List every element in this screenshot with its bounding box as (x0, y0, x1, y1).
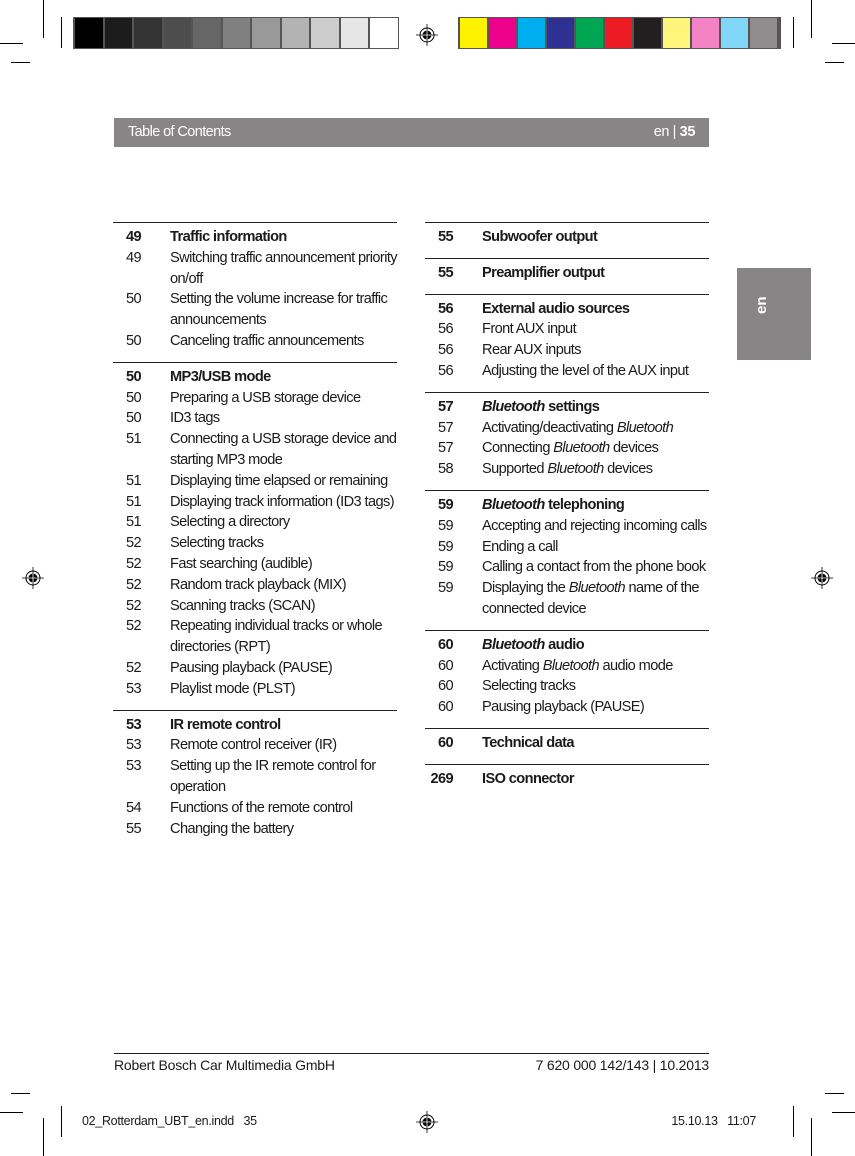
crop-mark (832, 43, 855, 44)
toc-page-number: 51 (125, 431, 141, 448)
toc-title-italic: Bluetooth (482, 496, 545, 513)
toc-page-number: 57 (437, 419, 453, 436)
toc-page-number: 52 (125, 597, 141, 614)
toc-title-italic: Bluetooth (553, 440, 610, 457)
toc-entry[interactable] (425, 340, 709, 361)
toc-section-heading[interactable] (425, 397, 709, 418)
toc-title-text: Activating (482, 657, 543, 674)
toc-page-number: 60 (437, 734, 453, 751)
toc-title (170, 429, 397, 471)
toc-title (482, 263, 709, 284)
crop-mark (0, 43, 23, 44)
toc-entry[interactable] (425, 557, 709, 578)
color-swatch (489, 18, 516, 48)
toc-entry[interactable] (113, 331, 397, 352)
color-swatch (663, 18, 690, 48)
crop-mark (43, 0, 44, 38)
toc-page-number: 52 (125, 659, 141, 676)
toc-section (113, 362, 397, 700)
color-swatch (518, 18, 545, 48)
toc-entry[interactable] (113, 429, 397, 471)
toc-title-text: telephoning (544, 496, 625, 513)
toc-title (482, 697, 709, 718)
toc-entry[interactable] (113, 658, 397, 679)
color-swatch (164, 18, 192, 48)
toc-entry[interactable] (113, 471, 397, 492)
color-swatch (193, 18, 221, 48)
toc-title (170, 819, 397, 840)
toc-title (170, 533, 397, 554)
toc-title-text: Canceling traffic announcements (170, 332, 364, 349)
page-number: 35 (679, 124, 695, 140)
color-swatch (341, 18, 369, 48)
footer-divider (114, 1053, 709, 1054)
toc-entry[interactable] (113, 388, 397, 409)
toc-entry[interactable] (113, 408, 397, 429)
toc-page-number: 57 (437, 398, 453, 415)
toc-page-number: 50 (125, 291, 141, 308)
header-title: Table of Contents (128, 124, 231, 140)
crop-mark (832, 1112, 855, 1113)
toc-page-number: 59 (437, 517, 453, 534)
slug-file: 02_Rotterdam_UBT_en.indd 35 (82, 1114, 257, 1128)
toc-page-number: 60 (437, 657, 453, 674)
toc-title-italic: Bluetooth (568, 580, 626, 597)
toc-page-number: 56 (437, 342, 453, 359)
toc-title (482, 635, 709, 656)
toc-title-text: Connecting a USB storage device and starting MP3 mode (170, 431, 397, 468)
registration-mark-icon (22, 567, 44, 589)
toc-page-number: 55 (437, 229, 453, 245)
toc-page-number: 49 (125, 229, 141, 245)
color-swatch (223, 18, 251, 48)
toc-title-text: devices (609, 440, 659, 457)
toc-section (425, 392, 709, 480)
toc-page-number: 52 (125, 555, 141, 572)
toc-title-text: Rear AUX inputs (482, 342, 581, 359)
toc-title (170, 388, 397, 409)
registration-mark-icon (416, 24, 438, 46)
toc-page-number: 49 (125, 249, 141, 266)
toc-title (170, 367, 397, 388)
toc-title (170, 679, 397, 700)
toc-title (482, 459, 709, 480)
crop-mark (811, 1118, 812, 1156)
toc-title (482, 578, 709, 620)
toc-section-heading[interactable] (425, 299, 709, 320)
toc-title (170, 248, 397, 290)
color-swatch (370, 18, 398, 48)
toc-title-text: Ending a call (482, 538, 558, 555)
toc-title (482, 340, 709, 361)
toc-entry[interactable] (113, 248, 397, 290)
toc-page-number: 55 (125, 820, 141, 837)
toc-title (170, 289, 397, 331)
toc-entry[interactable] (425, 438, 709, 459)
toc-entry[interactable] (113, 735, 397, 756)
color-swatch (134, 18, 162, 48)
toc-title-text: Selecting a directory (170, 514, 290, 531)
crop-mark (825, 1093, 844, 1094)
crop-mark (11, 62, 30, 63)
toc-page-number: 52 (125, 535, 141, 552)
toc-page-number: 59 (437, 559, 453, 576)
toc-page-number: 53 (125, 716, 141, 733)
toc-entry[interactable] (425, 656, 709, 677)
toc-title-text: devices (603, 461, 653, 478)
toc-entry[interactable] (425, 418, 709, 439)
toc-entry[interactable] (113, 492, 397, 513)
toc-entry[interactable] (113, 554, 397, 575)
toc-entry[interactable] (113, 575, 397, 596)
toc-title (482, 557, 709, 578)
color-swatch (547, 18, 574, 48)
toc-title-text: Displaying the (482, 580, 569, 597)
toc-page-number: 58 (437, 461, 453, 478)
toc-section-heading[interactable] (113, 715, 397, 736)
toc-title (170, 616, 397, 658)
toc-section-heading[interactable] (425, 635, 709, 656)
toc-title (170, 471, 397, 492)
toc-title-text: Technical data (482, 734, 574, 751)
toc-title-text: Functions of the remote control (170, 799, 353, 816)
toc-entry[interactable] (425, 537, 709, 558)
toc-title-text: settings (544, 398, 600, 415)
toc-title (170, 798, 397, 819)
toc-title (482, 537, 709, 558)
toc-title-text: Random track playback (MIX) (170, 576, 347, 593)
toc-page-number: 56 (437, 321, 453, 338)
toc-entry[interactable] (425, 516, 709, 537)
toc-title-text: Remote control receiver (IR) (170, 737, 337, 754)
toc-section-heading[interactable] (425, 733, 709, 754)
toc-title (482, 319, 709, 340)
toc-title-text: Accepting and rejecting incoming calls (482, 517, 707, 534)
toc-title-text: Traffic information (170, 229, 287, 245)
toc-page-number: 60 (437, 678, 453, 695)
toc-title-text: Displaying time elapsed or remaining (170, 472, 388, 489)
crop-mark (793, 17, 794, 48)
toc-title-text: Switching traffic announcement priority on/off (170, 249, 397, 287)
toc-left-column (113, 222, 397, 849)
toc-page-number: 50 (125, 332, 141, 349)
toc-title (482, 299, 709, 320)
toc-page-number: 52 (125, 618, 141, 635)
toc-page-number: 59 (437, 496, 453, 513)
toc-title (482, 397, 709, 418)
toc-page-number: 52 (125, 576, 141, 593)
language-tab (737, 268, 811, 360)
toc-section-heading[interactable] (425, 769, 709, 790)
toc-title-text: Pausing playback (PAUSE) (170, 659, 333, 676)
toc-title-text: Selecting tracks (482, 678, 576, 695)
crop-mark (43, 1118, 44, 1156)
toc-title (482, 769, 709, 790)
toc-entry[interactable] (113, 798, 397, 819)
toc-section (113, 710, 397, 840)
toc-title (482, 656, 709, 677)
toc-title (170, 575, 397, 596)
toc-page-number: 51 (125, 472, 141, 489)
registration-mark-icon (811, 567, 833, 589)
toc-page-number: 51 (125, 493, 141, 510)
toc-page-number: 53 (125, 758, 141, 775)
color-swatch (721, 18, 748, 48)
color-swatch (692, 18, 719, 48)
toc-title-text: Fast searching (audible) (170, 555, 313, 572)
toc-page-number: 50 (125, 368, 141, 385)
toc-title-text: MP3/USB mode (170, 368, 271, 385)
crop-mark (61, 17, 62, 48)
color-swatch (75, 18, 103, 48)
toc-page-number: 60 (437, 636, 453, 653)
toc-page-number: 56 (437, 300, 453, 317)
registration-mark-icon (416, 1111, 438, 1133)
toc-entry[interactable] (113, 289, 397, 331)
toc-title (170, 658, 397, 679)
crop-mark (825, 62, 844, 63)
color-swatch (750, 18, 777, 48)
toc-title (170, 554, 397, 575)
toc-title-text: Connecting (482, 440, 554, 457)
color-swatch (282, 18, 310, 48)
color-swatch (605, 18, 632, 48)
header-lang: en (653, 124, 670, 140)
header-page: en | 35 (653, 124, 695, 140)
toc-section (425, 222, 709, 248)
toc-title (170, 756, 397, 798)
toc-page-number: 269 (430, 770, 453, 787)
color-swatch (105, 18, 133, 48)
toc-page-number: 50 (125, 410, 141, 427)
toc-title-text: Preamplifier output (482, 264, 605, 281)
toc-section-heading[interactable] (425, 263, 709, 284)
toc-page-number: 59 (437, 538, 453, 555)
crop-mark (61, 1106, 62, 1137)
toc-page-number: 50 (125, 389, 141, 406)
toc-title (482, 418, 709, 439)
toc-section-heading[interactable] (113, 367, 397, 388)
toc-title-text: audio (544, 636, 585, 653)
toc-title (482, 227, 709, 248)
toc-title (482, 438, 709, 459)
toc-title-text: Preparing a USB storage device (170, 389, 361, 406)
toc-title (482, 361, 709, 382)
toc-title (482, 733, 709, 754)
toc-entry[interactable] (425, 697, 709, 718)
language-tab-label: en (753, 296, 770, 314)
toc-page-number: 59 (437, 580, 453, 597)
footer-doc-number: 7 620 000 142/143 | 10.2013 (535, 1057, 709, 1073)
toc-title-text: Selecting tracks (170, 535, 264, 552)
toc-section (425, 630, 709, 718)
toc-entry[interactable] (425, 676, 709, 697)
toc-page-number: 53 (125, 737, 141, 754)
toc-title-text: Calling a contact from the phone book (482, 559, 706, 576)
toc-section-heading[interactable] (113, 227, 397, 248)
toc-page-number: 53 (125, 680, 141, 697)
page-header (114, 118, 709, 147)
toc-section-heading[interactable] (425, 227, 709, 248)
toc-entry[interactable] (113, 679, 397, 700)
toc-page-number: 57 (437, 440, 453, 457)
color-swatch (252, 18, 280, 48)
toc-title-text: Pausing playback (PAUSE) (482, 699, 645, 716)
toc-title-text: Front AUX input (482, 321, 577, 338)
toc-section-heading[interactable] (425, 495, 709, 516)
toc-title-text: Adjusting the level of the AUX input (482, 362, 689, 379)
toc-title (170, 227, 397, 248)
toc-title-text: Changing the battery (170, 820, 294, 837)
toc-section (425, 490, 709, 620)
toc-entry[interactable] (113, 512, 397, 533)
toc-entry[interactable] (425, 578, 709, 620)
toc-title-italic: Bluetooth (547, 461, 604, 478)
color-swatch (311, 18, 339, 48)
toc-title-text: Scanning tracks (SCAN) (170, 597, 315, 614)
toc-title (482, 495, 709, 516)
color-swatch (576, 18, 603, 48)
toc-title-text: Setting up the IR remote control for operation (170, 758, 376, 795)
toc-title-text: Displaying track information (ID3 tags) (170, 493, 394, 510)
toc-section (425, 764, 709, 790)
toc-title-text: External audio sources (482, 300, 630, 317)
toc-entry[interactable] (425, 459, 709, 480)
toc-title-text: Setting the volume increase for traffic announcements (170, 291, 388, 329)
toc-title-text: audio mode (599, 657, 673, 674)
toc-title-italic: Bluetooth (482, 398, 545, 415)
toc-title (170, 408, 397, 429)
toc-title (170, 331, 397, 352)
toc-title (170, 596, 397, 617)
toc-title-text: Subwoofer output (482, 229, 598, 245)
toc-title-text: IR remote control (170, 716, 281, 733)
crop-mark (0, 1112, 23, 1113)
toc-title-text: Repeating individual tracks or whole directories (RPT) (170, 618, 383, 656)
footer-company: Robert Bosch Car Multimedia GmbH (114, 1057, 335, 1073)
toc-title (170, 512, 397, 533)
toc-entry[interactable] (425, 319, 709, 340)
slug-datetime: 15.10.13 11:07 (671, 1114, 756, 1128)
toc-title (170, 492, 397, 513)
color-swatch (634, 18, 661, 48)
toc-title-text: Supported (482, 461, 548, 478)
toc-title-text: Playlist mode (PLST) (170, 680, 296, 697)
toc-title (170, 715, 397, 736)
toc-page-number: 55 (437, 264, 453, 281)
toc-title-text: ID3 tags (170, 410, 220, 427)
toc-title-italic: Bluetooth (542, 657, 600, 674)
toc-entry[interactable] (425, 361, 709, 382)
toc-entry[interactable] (113, 596, 397, 617)
toc-title (170, 735, 397, 756)
toc-title-text: name of the connected device (482, 580, 699, 617)
toc-section (113, 222, 397, 352)
crop-mark (11, 1093, 30, 1094)
toc-title (482, 676, 709, 697)
toc-entry[interactable] (113, 616, 397, 658)
toc-page-number: 51 (125, 514, 141, 531)
toc-page-number: 60 (437, 699, 453, 716)
toc-page-number: 56 (437, 362, 453, 379)
color-swatch (460, 18, 487, 48)
crop-mark (793, 1106, 794, 1137)
toc-page-number: 54 (125, 799, 141, 816)
toc-title (482, 516, 709, 537)
toc-entry[interactable] (113, 533, 397, 554)
toc-entry[interactable] (113, 756, 397, 798)
toc-right-column (425, 222, 709, 800)
toc-entry[interactable] (113, 819, 397, 840)
toc-section (425, 294, 709, 382)
toc-title-italic: Bluetooth (482, 636, 545, 653)
toc-title-text: ISO connector (482, 770, 574, 787)
toc-title-italic: Bluetooth (616, 419, 674, 436)
toc-section (425, 728, 709, 754)
toc-section (425, 258, 709, 284)
crop-mark (811, 0, 812, 38)
toc-title-text: Activating/deactivating (482, 419, 617, 436)
